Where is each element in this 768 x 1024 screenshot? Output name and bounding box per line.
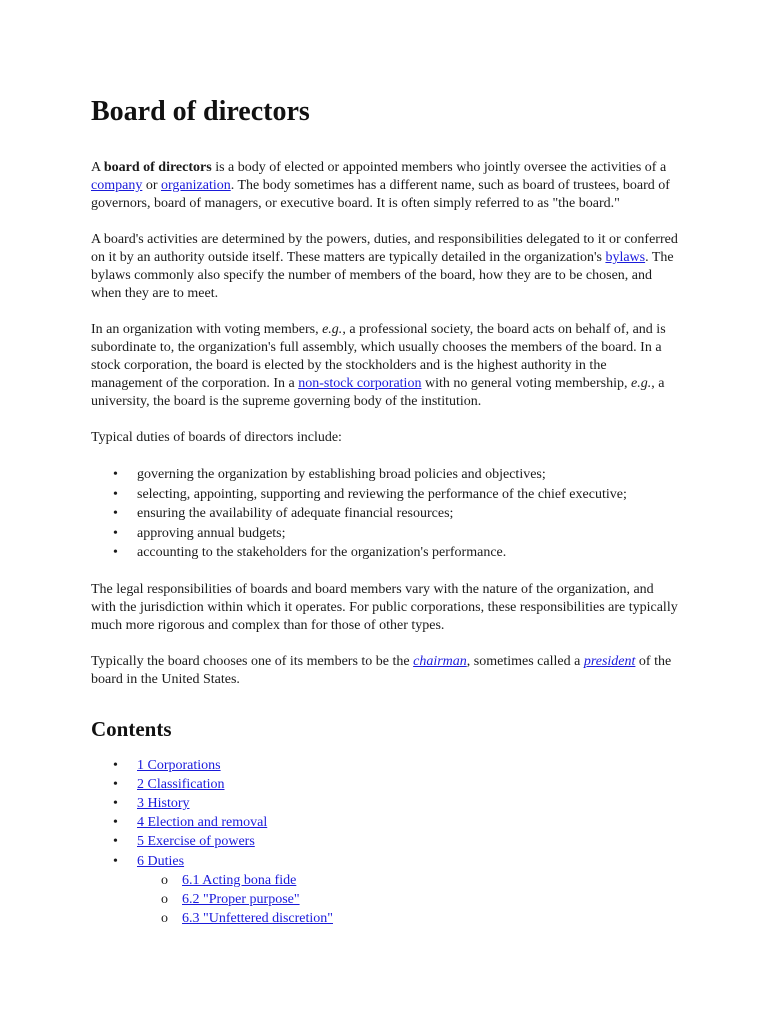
article-content: [91, 95, 681, 928]
toc-link-acting-bona-fide[interactable]: 6.1 Acting bona fide: [182, 872, 297, 888]
duties-intro: Typical duties of boards of directors include:: [91, 430, 342, 445]
text: A: [91, 160, 104, 175]
non-stock-corporation-link[interactable]: non-stock corporation: [298, 376, 422, 391]
text: of the board in the United States.: [91, 653, 672, 687]
toc-item: [137, 832, 681, 851]
toc-subitem: [182, 871, 681, 890]
toc-item: [137, 775, 681, 794]
text: , sometimes called a: [466, 653, 584, 669]
list-item: • ensuring the availability of adequate financial resources;: [137, 504, 681, 524]
bylaws-link[interactable]: bylaws: [605, 250, 646, 265]
chairman-link-text: chairman: [413, 653, 467, 669]
legal-responsibilities-paragraph: The legal responsibilities of boards and board members vary with the nature of the organization, and with the jurisdiction within which it operates. For public corporations, these responsibilities are typically much more rigorous and complex than for those of other types.: [91, 581, 678, 633]
italic-eg: e.g.: [322, 322, 343, 337]
text: is a body of elected or appointed members who jointly oversee the activities of a: [211, 160, 667, 175]
toc-subitem: [182, 909, 681, 928]
bold-term: board of directors: [103, 160, 212, 175]
toc-item: [137, 756, 681, 775]
toc-link-unfettered-discretion[interactable]: 6.3 "Unfettered discretion": [182, 911, 333, 927]
list-item: • selecting, appointing, supporting and reviewing the performance of the chief executive;: [137, 485, 681, 505]
toc-link-classification[interactable]: 2 Classification: [137, 776, 225, 792]
toc-link-corporations[interactable]: 1 Corporations: [137, 757, 221, 773]
text: , a university, the board is the supreme governing body of the institution.: [91, 376, 665, 409]
toc-link-proper-purpose[interactable]: 6.2 "Proper purpose": [182, 891, 300, 907]
text: with no general voting membership,: [421, 376, 632, 391]
president-link[interactable]: [584, 654, 636, 669]
intro-paragraph-3: [91, 321, 681, 411]
duties-list: [91, 465, 681, 563]
italic-eg: e.g.: [631, 376, 652, 391]
chairman-link[interactable]: [413, 654, 467, 669]
text: Typically the board chooses one of its members to be the: [91, 653, 414, 669]
text: . The bylaws commonly also specify the number of members of the board, how they are to be chosen, and when they are to meet.: [91, 250, 674, 301]
toc-sublist: [137, 871, 681, 929]
page-title: Board of directors: [91, 96, 310, 127]
list-item: • approving annual budgets;: [137, 524, 681, 544]
text: , a professional society, the board acts on behalf of, and is subordinate to, the organization's full assembly, which usually chooses the members of the board. In a stock corporation, the board is elected by the stockholders and is the highest authority in the management of the corporation. In a: [91, 322, 666, 391]
president-link-text: president: [583, 653, 636, 669]
contents-heading: Contents: [91, 716, 172, 741]
intro-paragraph-2: [91, 231, 681, 303]
toc-item: [137, 794, 681, 813]
toc-link-election-and-removal[interactable]: 4 Election and removal: [137, 815, 268, 831]
table-of-contents: [91, 756, 681, 929]
toc-link-exercise-of-powers[interactable]: 5 Exercise of powers: [137, 834, 255, 850]
organization-link[interactable]: organization: [161, 178, 231, 193]
list-item: • governing the organization by establishing broad policies and objectives;: [137, 465, 681, 485]
text: A board's activities are determined by the powers, duties, and responsibilities delegated to it or conferred on it by an authority outside itself. These matters are typically detailed in the organization's: [91, 232, 678, 265]
chairman-paragraph: [91, 653, 681, 689]
toc-link-history[interactable]: 3 History: [137, 795, 190, 811]
list-item: • accounting to the stakeholders for the organization's performance.: [137, 543, 681, 563]
toc-link-duties[interactable]: 6 Duties: [137, 853, 185, 869]
text: . The body sometimes has a different name, such as board of trustees, board of governors, board of managers, or executive board. It is often simply referred to as "the board.": [91, 178, 670, 211]
text: or: [142, 178, 161, 193]
toc-subitem: [182, 890, 681, 909]
text: In an organization with voting members,: [91, 322, 323, 337]
intro-paragraph-1: [91, 159, 681, 213]
toc-item: [137, 813, 681, 832]
toc-item: [137, 852, 681, 929]
company-link[interactable]: company: [91, 178, 143, 193]
